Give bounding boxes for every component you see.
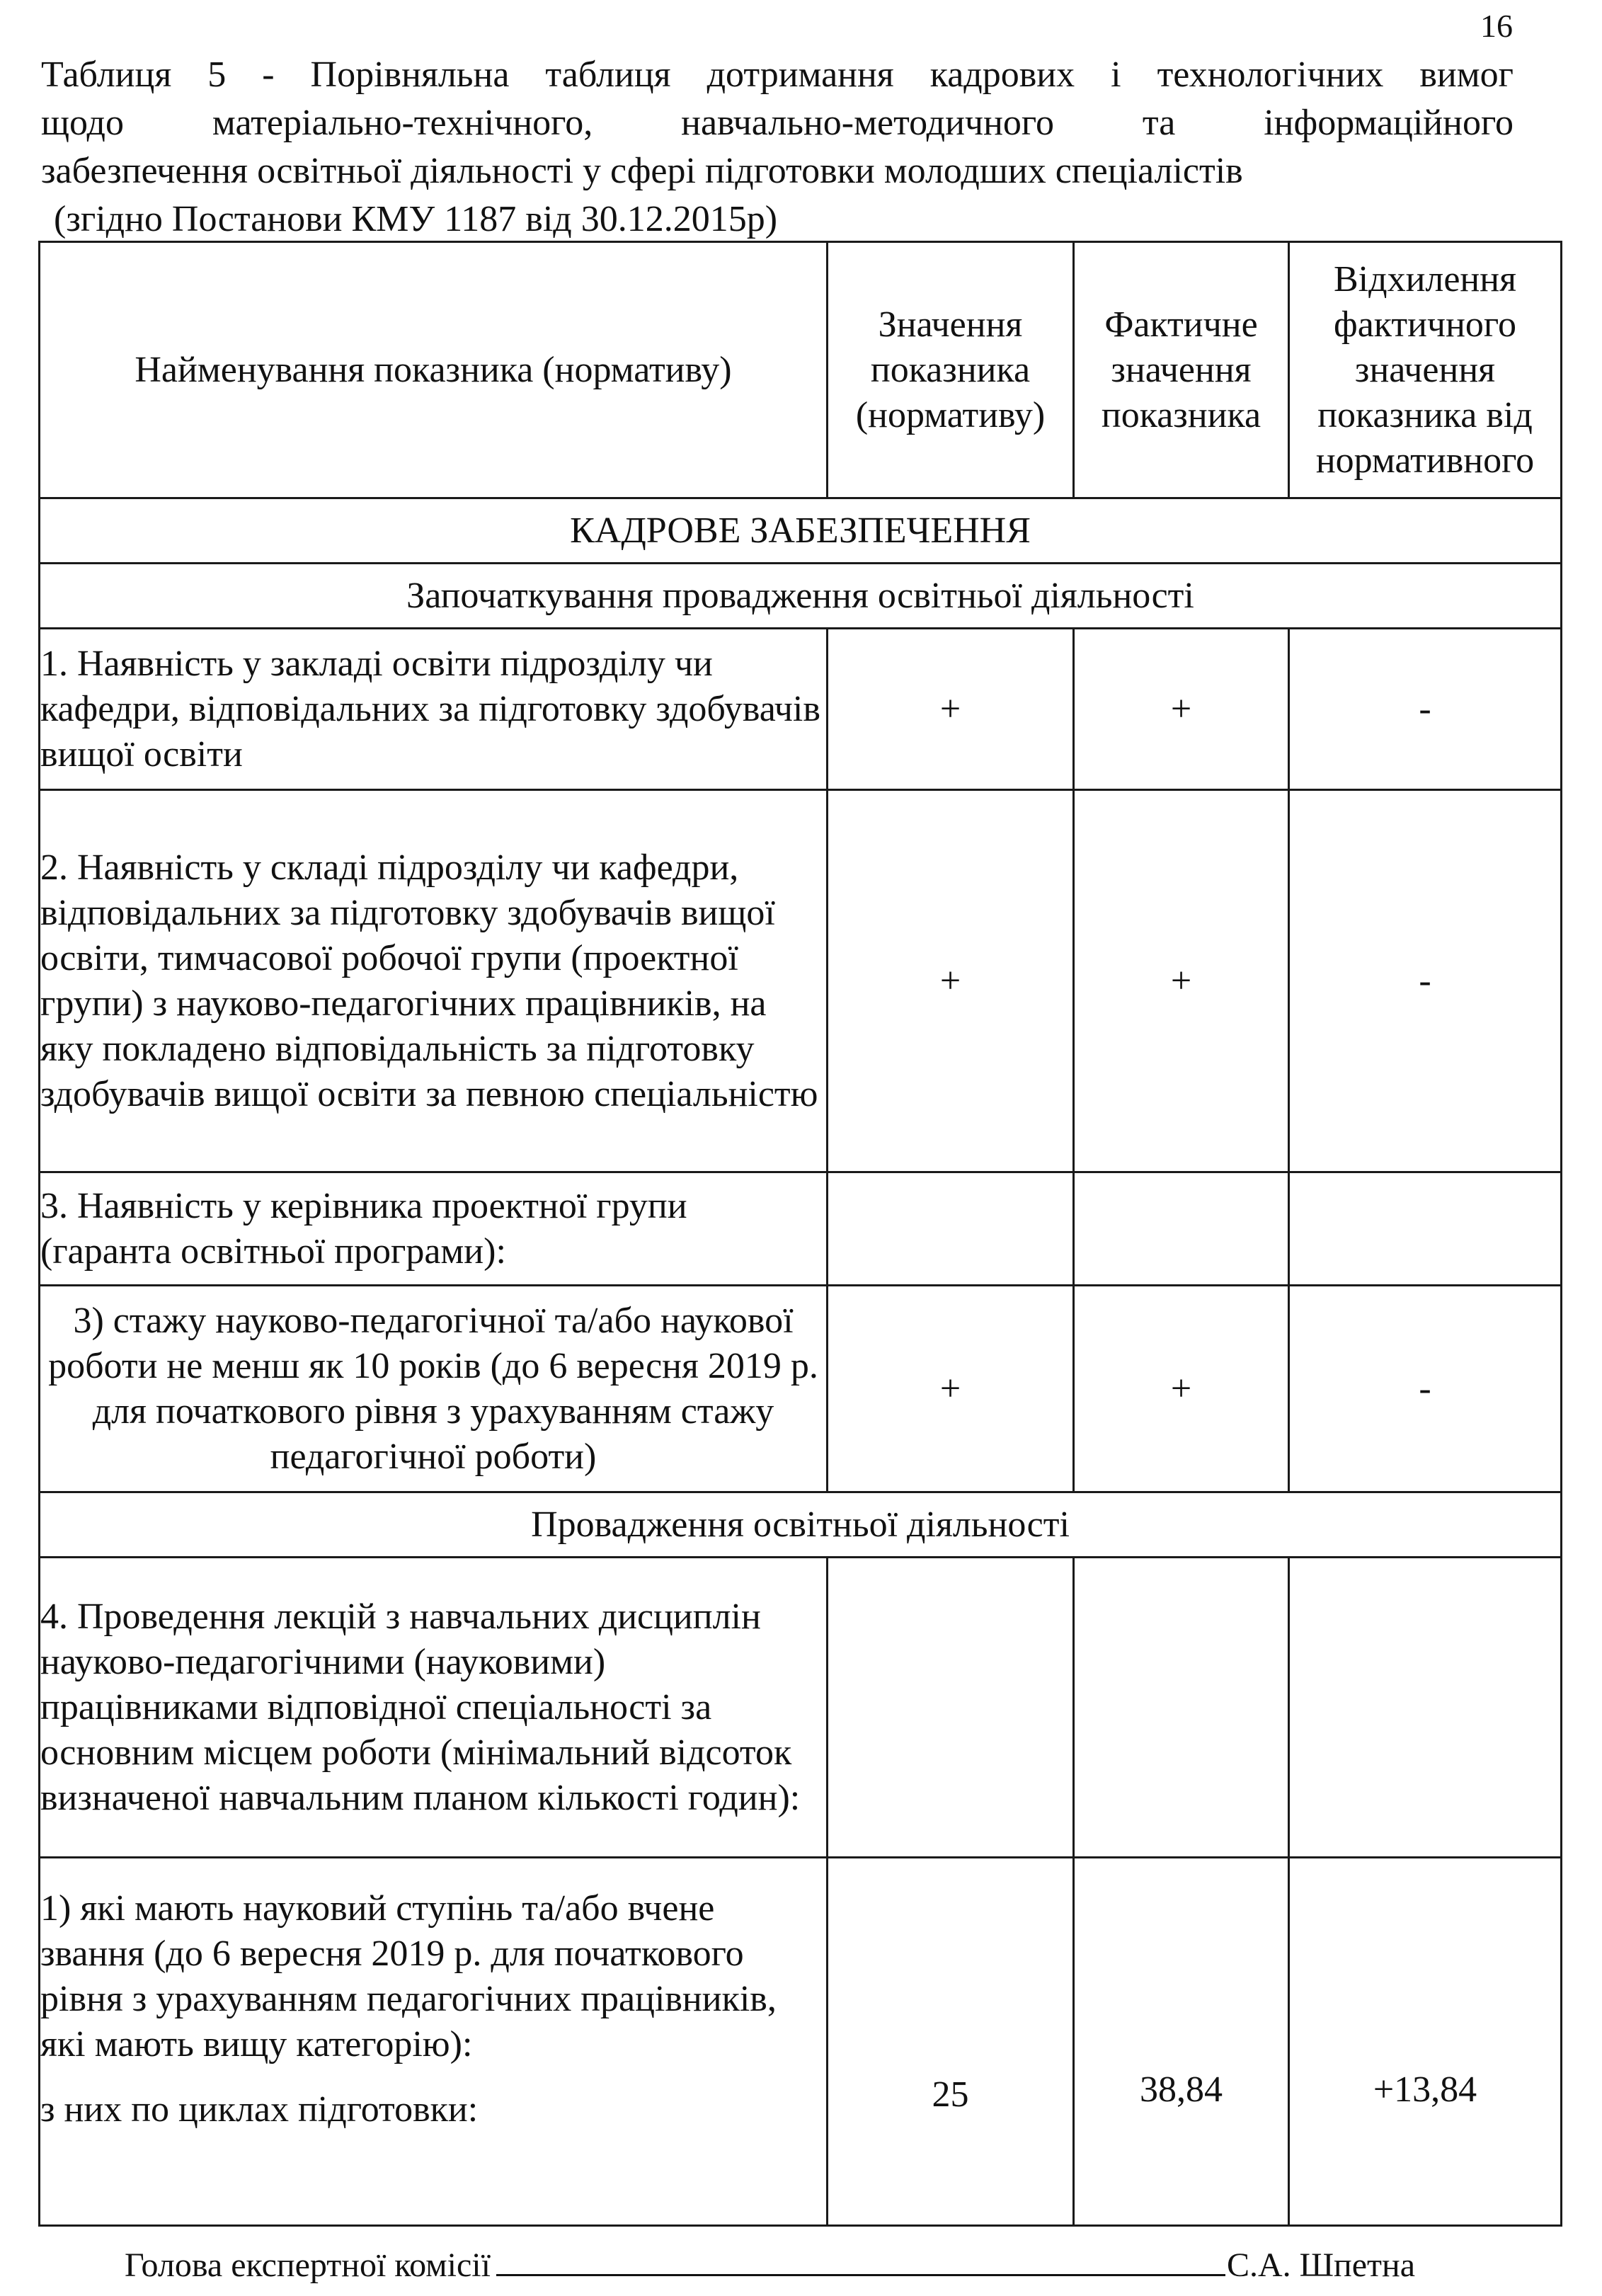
table-caption xyxy=(41,51,1514,244)
header-deviation: Відхилення фактичного значення показника від нормативного xyxy=(1289,242,1562,498)
deviation-value: - xyxy=(1289,1286,1562,1492)
deviation-value: - xyxy=(1289,790,1562,1172)
subsection-title: Провадження освітньої діяльності xyxy=(40,1492,1562,1558)
subsection-row xyxy=(40,564,1562,629)
subsection-row xyxy=(40,1492,1562,1558)
header-actual-value: Фактичне значення показника xyxy=(1074,242,1289,498)
comparison-table xyxy=(38,241,1562,2227)
header-indicator-name: Найменування показника (нормативу) xyxy=(40,242,828,498)
deviation-value: - xyxy=(1289,629,1562,790)
indicator-name-tail: з них по циклах підготовки: xyxy=(40,2089,479,2130)
actual-value: + xyxy=(1074,629,1289,790)
deviation-value: +13,84 xyxy=(1289,1858,1562,2226)
table-row xyxy=(40,1172,1562,1286)
indicator-name: 3) стажу науково-педагогічної та/або наукової роботи не менш як 10 років (до 6 вересня 2019 р. для початкового рівня з урахуванням стажу педагогічної роботи) xyxy=(40,1286,828,1492)
deviation-value xyxy=(1289,1172,1562,1286)
indicator-name-text: 1) які мають науковий ступінь та/або вчене звання (до 6 вересня 2019 р. для початкового рівня з урахуванням педагогічних працівників, які мають вищу категорію): xyxy=(40,1887,777,2064)
table-row xyxy=(40,790,1562,1172)
signatory-name: С.А. Шпетна xyxy=(1226,2246,1415,2284)
indicator-name: 2. Наявність у складі підрозділу чи кафедри, відповідальних за підготовку здобувачів вищої освіти, тимчасової робочої групи (проектної групи) з науково-педагогічних працівників, на яку покладено відповідальність за підготовку здобувачів вищої освіти за певною спеціальністю xyxy=(40,790,828,1172)
header-norm-value: Значення показника (нормативу) xyxy=(828,242,1074,498)
norm-value xyxy=(828,1558,1074,1858)
page-number: 16 xyxy=(1480,8,1513,44)
caption-line: щодо матеріально-технічного, навчально-методичного та інформаційного xyxy=(41,103,1514,143)
caption-line: забезпечення освітньої діяльності у сфері підготовки молодших спеціалістів xyxy=(41,151,1243,191)
indicator-name: 1. Наявність у закладі освіти підрозділу чи кафедри, відповідальних за підготовку здобувачів вищої освіти xyxy=(40,629,828,790)
actual-value xyxy=(1074,1558,1289,1858)
indicator-name: 4. Проведення лекцій з навчальних дисциплін науково-педагогічними (науковими) працівниками відповідної спеціальності за основним місцем роботи (мінімальний відсоток визначеної навчальним планом кількості годин): xyxy=(40,1558,828,1858)
table-row xyxy=(40,1286,1562,1492)
norm-value: + xyxy=(828,1286,1074,1492)
caption-line: (згідно Постанови КМУ 1187 від 30.12.2015р) xyxy=(54,199,778,239)
norm-value: + xyxy=(828,629,1074,790)
norm-value: + xyxy=(828,790,1074,1172)
table-row xyxy=(40,1558,1562,1858)
norm-value: 25 xyxy=(828,1858,1074,2226)
caption-line: Таблиця 5 - Порівняльна таблиця дотримання кадрових і технологічних вимог xyxy=(41,55,1514,95)
actual-value: + xyxy=(1074,790,1289,1172)
signature-footer xyxy=(125,2243,1415,2287)
norm-value xyxy=(828,1172,1074,1286)
actual-value: + xyxy=(1074,1286,1289,1492)
indicator-name xyxy=(40,1858,828,2226)
indicator-name: 3. Наявність у керівника проектної групи (гаранта освітньої програми): xyxy=(40,1172,828,1286)
subsection-title: Започаткування провадження освітньої діяльності xyxy=(40,564,1562,629)
actual-value: 38,84 xyxy=(1074,1858,1289,2226)
table-row xyxy=(40,629,1562,790)
table-row xyxy=(40,1858,1562,2226)
table-header-row xyxy=(40,242,1562,498)
signature-label: Голова експертної комісії xyxy=(125,2246,491,2284)
section-row xyxy=(40,498,1562,564)
deviation-value xyxy=(1289,1558,1562,1858)
signature-line xyxy=(496,2243,1225,2276)
actual-value xyxy=(1074,1172,1289,1286)
section-title: КАДРОВЕ ЗАБЕЗПЕЧЕННЯ xyxy=(40,498,1562,564)
